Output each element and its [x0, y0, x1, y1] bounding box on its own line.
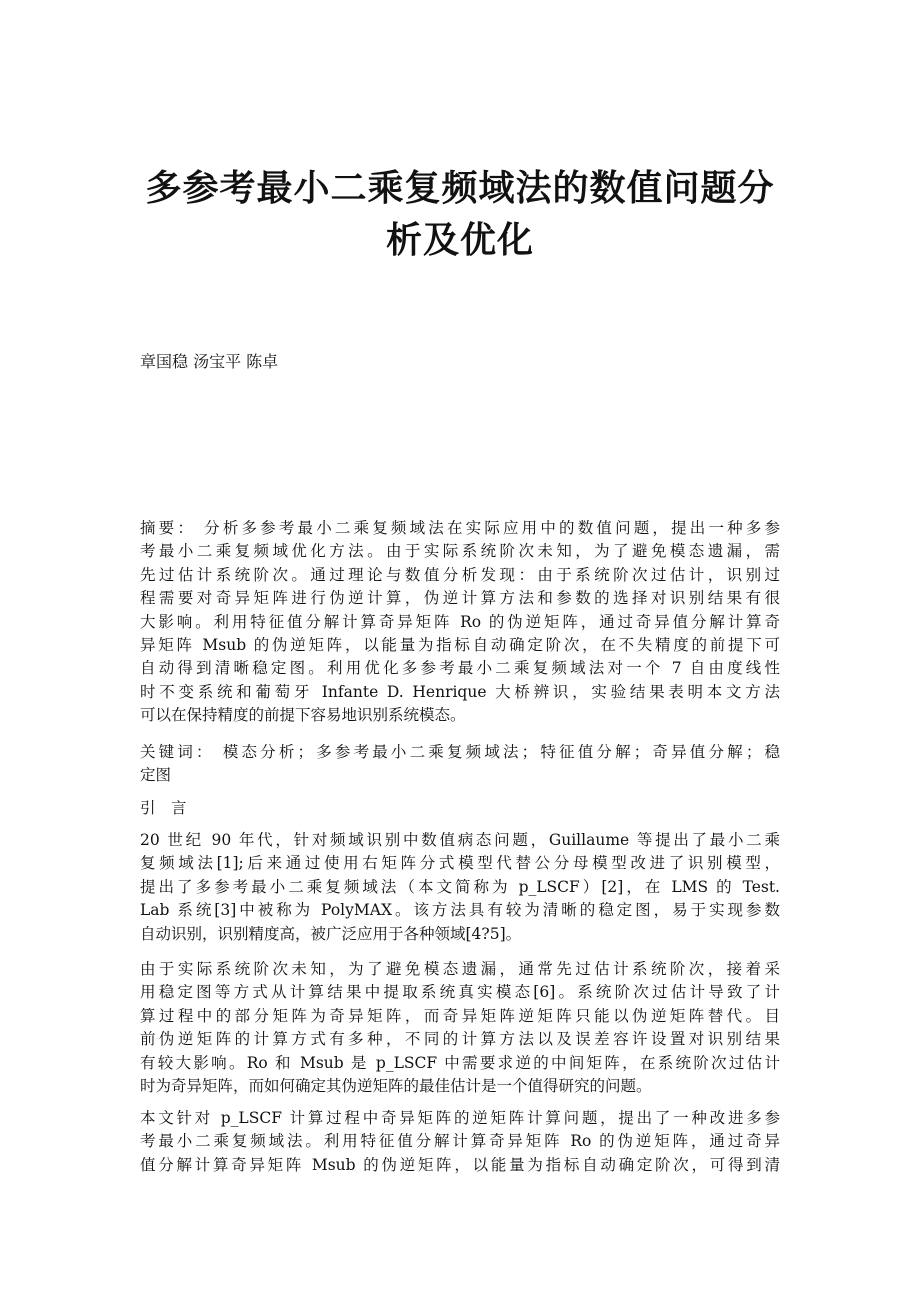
paragraph-line: 自动识别，识别精度高，被广泛应用于各种领域[4?5]。: [140, 924, 522, 943]
paragraph-line: 提出了多参考最小二乘复频域法（本文简称为 p_LSCF）[2]，在 LMS 的 Test.: [140, 877, 780, 896]
paragraph-line: 值分解计算奇异矩阵 Msub 的伪逆矩阵，以能量为指标自动确定阶次，可得到清: [140, 1155, 780, 1174]
paragraph-1: [140, 829, 780, 946]
abstract-line: 先过估计系统阶次。通过理论与数值分析发现：由于系统阶次过估计，识别过: [140, 565, 780, 584]
paragraph-line: 本文针对 p_LSCF 计算过程中奇异矩阵的逆矩阵计算问题，提出了一种改进多参: [140, 1109, 780, 1127]
authors: 章国稳 汤宝平 陈卓: [140, 352, 279, 371]
abstract-line: 摘要： 分析多参考最小二乘复频域法在实际应用中的数值问题，提出一种多参: [140, 519, 780, 537]
paragraph-line: 时为奇异矩阵，而如何确定其伪逆矩阵的最佳估计是一个值得研究的问题。: [140, 1076, 652, 1095]
abstract-line: 自动得到清晰稳定图。利用优化多参考最小二乘复频域法对一个 7 自由度线性: [140, 659, 780, 678]
abstract-line: 时不变系统和葡萄牙 Infante D. Henrique 大桥辨识，实验结果表明本文方法: [140, 682, 780, 701]
abstract-line: 可以在保持精度的前提下容易地识别系统模态。: [140, 706, 466, 725]
paragraph-line: Lab 系统[3]中被称为 PolyMAX。该方法具有较为清晰的稳定图，易于实现参数: [140, 901, 780, 920]
paragraph-2: [140, 958, 780, 1098]
section-heading-text: 引 言: [140, 799, 187, 817]
document-title: [100, 162, 820, 266]
paragraph-line: 由于实际系统阶次未知，为了避免模态遗漏，通常先过估计系统阶次，接着采: [140, 960, 780, 978]
abstract-line: 大影响。利用特征值分解计算奇异矩阵 Ro 的伪逆矩阵，通过奇异值分解计算奇: [140, 612, 780, 631]
abstract-line: 程需要对奇异矩阵进行伪逆计算，伪逆计算方法和参数的选择对识别结果有很: [140, 589, 780, 608]
paragraph-line: 前伪逆矩阵的计算方式有多种，不同的计算方法以及误差容许设置对识别结果: [140, 1030, 780, 1049]
abstract: [140, 517, 780, 728]
paragraph-line: 20 世纪 90 年代，针对频域识别中数值病态问题，Guillaume 等提出了最小二乘: [140, 831, 780, 849]
abstract-line: 异矩阵 Msub 的伪逆矩阵，以能量为指标自动确定阶次，在不失精度的前提下可: [140, 635, 780, 654]
title-line: 析及优化: [385, 219, 534, 261]
section-heading: [140, 797, 780, 820]
keywords-line: 定图: [140, 766, 172, 785]
paragraph-3: [140, 1107, 780, 1177]
title-line: 多参考最小二乘复频域法的数值问题分: [145, 167, 775, 209]
keywords: [140, 741, 780, 788]
paragraph-line: 有较大影响。Ro 和 Msub 是 p_LSCF 中需要求逆的中间矩阵，在系统阶次过估计: [140, 1053, 780, 1072]
paragraph-line: 复频域法[1];后来通过使用右矩阵分式模型代替公分母模型改进了识别模型，: [140, 854, 780, 873]
paragraph-line: 考最小二乘复频域法。利用特征值分解计算奇异矩阵 Ro 的伪逆矩阵，通过奇异: [140, 1132, 780, 1151]
abstract-line: 考最小二乘复频域优化方法。由于实际系统阶次未知，为了避免模态遗漏，需: [140, 542, 780, 561]
paragraph-line: 算过程中的部分矩阵为奇异矩阵，而奇异矩阵逆矩阵只能以伪逆矩阵替代。目: [140, 1006, 780, 1025]
keywords-line: 关键词： 模态分析；多参考最小二乘复频域法；特征值分解；奇异值分解；稳: [140, 743, 780, 761]
paragraph-line: 用稳定图等方式从计算结果中提取系统真实模态[6]。系统阶次过估计导致了计: [140, 983, 780, 1002]
